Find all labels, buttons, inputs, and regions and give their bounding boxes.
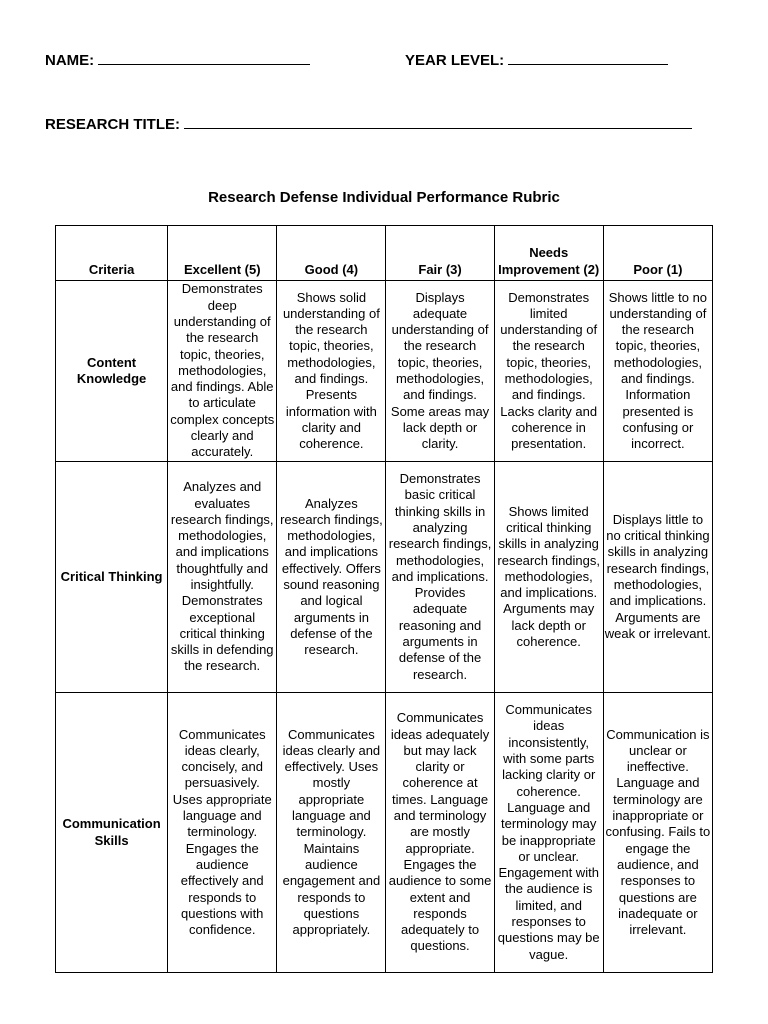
rubric-cell-excellent: Analyzes and evaluates research findings, methodologies, and implications thoughtfully and insightfully. Demonstrates exceptional critical thinking skills in defending the research. xyxy=(168,462,277,693)
column-header-needs-improvement: Needs Improvement (2) xyxy=(494,226,603,281)
rubric-cell-poor: Displays little to no critical thinking skills in analyzing research findings, methodologies, and implications. Arguments are weak or irrelevant. xyxy=(603,462,712,693)
research-title-field[interactable] xyxy=(45,114,692,133)
column-header-poor: Poor (1) xyxy=(603,226,712,281)
rubric-title: Research Defense Individual Performance Rubric xyxy=(208,189,560,206)
name-blank-line[interactable] xyxy=(98,50,310,65)
year-level-field[interactable] xyxy=(405,50,668,69)
rubric-cell-poor: Communication is unclear or ineffective. Language and terminology are inappropriate or confusing. Fails to engage the audience, and responses to questions are inadequate or irrelevant. xyxy=(603,693,712,973)
rubric-cell-good: Analyzes research findings, methodologies, and implications effectively. Offers sound reasoning and logical arguments in defense of the research. xyxy=(277,462,386,693)
rubric-cell-fair: Displays adequate understanding of the research topic, theories, methodologies, and findings. Some areas may lack depth or clarity. xyxy=(386,281,494,462)
column-header-criteria: Criteria xyxy=(56,226,168,281)
year-level-blank-line[interactable] xyxy=(508,50,668,65)
criteria-cell: Communication Skills xyxy=(56,693,168,973)
rubric-cell-excellent: Demonstrates deep understanding of the research topic, theories, methodologies, and findings. Able to articulate complex concepts clearly and accurately. xyxy=(168,281,277,462)
rubric-cell-good: Shows solid understanding of the research topic, theories, methodologies, and findings. Presents information with clarity and coherence. xyxy=(277,281,386,462)
table-row-content-knowledge xyxy=(56,281,713,462)
table-row-communication-skills xyxy=(56,693,713,973)
criteria-cell: Critical Thinking xyxy=(56,462,168,693)
rubric-cell-needs-improvement: Shows limited critical thinking skills in analyzing research findings, methodologies, and implications. Arguments may lack depth or coherence. xyxy=(494,462,603,693)
table-row-critical-thinking xyxy=(56,462,713,693)
criteria-cell: Content Knowledge xyxy=(56,281,168,462)
rubric-header-row xyxy=(56,226,713,281)
research-title-label: RESEARCH TITLE: xyxy=(45,116,180,133)
column-header-good: Good (4) xyxy=(277,226,386,281)
rubric-cell-fair: Communicates ideas adequately but may lack clarity or coherence at times. Language and terminology are mostly appropriate. Engages the audience to some extent and responds adequately to questions. xyxy=(386,693,494,973)
rubric-cell-needs-improvement: Demonstrates limited understanding of the research topic, theories, methodologies, and findings. Lacks clarity and coherence in presentation. xyxy=(494,281,603,462)
rubric-cell-fair: Demonstrates basic critical thinking skills in analyzing research findings, methodologies, and implications. Provides adequate reasoning and arguments in defense of the research. xyxy=(386,462,494,693)
column-header-fair: Fair (3) xyxy=(386,226,494,281)
rubric-table xyxy=(55,225,713,973)
name-label: NAME: xyxy=(45,52,95,69)
rubric-cell-poor: Shows little to no understanding of the research topic, theories, methodologies, and findings. Information presented is confusing or incorrect. xyxy=(603,281,712,462)
rubric-cell-excellent: Communicates ideas clearly, concisely, and persuasively. Uses appropriate language and terminology. Engages the audience effectively and responds to questions with confidence. xyxy=(168,693,277,973)
year-level-label: YEAR LEVEL: xyxy=(405,52,505,69)
rubric-cell-good: Communicates ideas clearly and effectively. Uses mostly appropriate language and terminology. Maintains audience engagement and responds to questions appropriately. xyxy=(277,693,386,973)
rubric-cell-needs-improvement: Communicates ideas inconsistently, with some parts lacking clarity or coherence. Language and terminology may be inappropriate or unclear. Engagement with the audience is limited, and responses to questions may be vague. xyxy=(494,693,603,973)
column-header-excellent: Excellent (5) xyxy=(168,226,277,281)
name-field[interactable] xyxy=(45,50,310,69)
research-title-blank-line[interactable] xyxy=(184,114,692,129)
